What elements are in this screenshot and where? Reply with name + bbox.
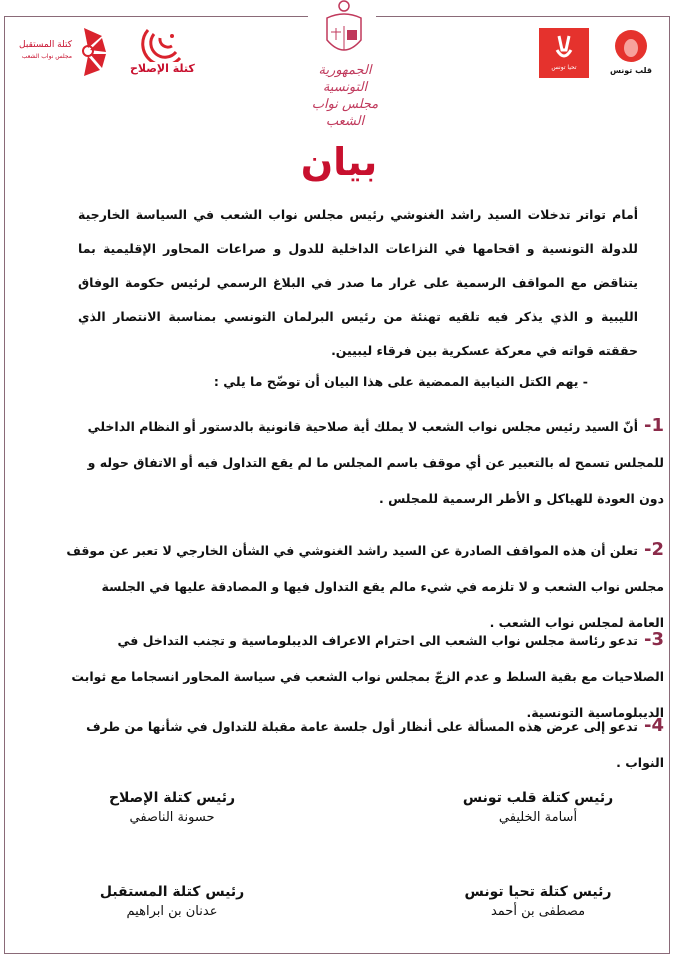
logo-tahya-name: تحيا تونس: [551, 64, 577, 71]
logo-islah-name: كتلة الإصلاح: [130, 62, 195, 75]
preamble-paragraph: أمام تواتر تدخلات السيد راشد الغنوشي رئيس مجلس نواب الشعب في السياسة الخارجية للدولة التونسية و اقحامها في النزاعات الداخلية للدول و صراعات المحاور الإقليمية بما يتناقض مع المواقف الرسمية على غرار ما صدر في البلاغ الرسمي لرئيس حكومة الوفاق الليبية و الذي يذكر فيه تلقيه تهنئة من رئيس البرلمان التونسي بمناسبة الانتصار الذي حققته قواته في معركة عسكرية بين فرقاء ليبيين.: [78, 207, 638, 358]
logo-mostakbal-name: كتلة المستقبل: [19, 40, 72, 50]
statement-item-4: [64, 708, 664, 781]
logo-qalb-name: قلب تونس: [609, 66, 653, 75]
item-number: 2-: [643, 539, 664, 560]
assembly-name: مجلس نواب الشعب: [311, 97, 379, 129]
item-text: أنّ السيد رئيس مجلس نواب الشعب لا يملك أية صلاحية قانونية بالدستور أو النظام الداخلي للمجلس تسمح له بالتعبير عن أي موقف باسم المجلس ما لم يقع التداول فيه أو الاتفاق حوله و دون العودة للهياكل و الأطر الرسمية للمجلس .: [87, 419, 664, 506]
signature-name: مصطفى بن أحمد: [490, 904, 586, 919]
signature-role: رئيس كتلة المستقبل: [99, 884, 245, 900]
lion-head-icon: [608, 28, 654, 66]
tunisia-emblem-icon: [317, 0, 371, 62]
sun-rays-icon: [26, 26, 106, 76]
signature-name: حسونة الناصفي: [129, 810, 215, 825]
signature-qalb-tounes: [438, 790, 638, 825]
header-title: [300, 62, 390, 130]
victory-hand-icon: [539, 32, 589, 68]
item-number: 4-: [643, 715, 664, 736]
coat-of-arms: [317, 0, 371, 62]
signature-role: رئيس كتلة تحيا تونس: [464, 884, 612, 900]
item-text: تدعو إلى عرض هذه المسألة على أنظار أول جلسة عامة مقبلة للتداول في شأنها من طرف النواب .: [86, 719, 664, 770]
republic-name: الجمهورية التونسية: [318, 63, 372, 95]
item-text: تدعو رئاسة مجلس نواب الشعب الى احترام الاعراف الديبلوماسية و تجنب التداخل في الصلاحيات مع بقية السلط و عدم الزجّ بمجلس نواب الشعب في سياسة المحاور انسجاما مع ثوابت الديبلوماسية التونسية.: [71, 633, 664, 720]
signature-islah: [72, 790, 272, 825]
intro-line: - يهم الكتل النيابية الممضية على هذا البيان أن توضّح ما يلي :: [213, 374, 588, 389]
signature-role: رئيس كتلة الإصلاح: [108, 790, 236, 806]
logo-qalb-tounes: [608, 28, 654, 80]
logo-mostakbal: [19, 26, 106, 76]
document-title: بيان: [300, 140, 378, 184]
logo-mostakbal-subtitle: مجلس نواب الشعب: [21, 53, 72, 60]
signature-role: رئيس كتلة قلب تونس: [462, 790, 614, 806]
item-number: 1-: [643, 415, 664, 436]
item-text: تعلن أن هذه المواقف الصادرة عن السيد راشد الغنوشي في الشأن الخارجي لا تعبر عن موقف مجلس نواب الشعب و لا تلزمه في شيء مالم يقع التداول فيها و المصادقة عليها في الجلسة العامة لمجلس نواب الشعب .: [66, 543, 664, 630]
logo-islah: [128, 28, 195, 78]
signature-name: أسامة الخليفي: [498, 810, 578, 825]
statement-item-1: [64, 408, 664, 517]
signature-mostakbal: [72, 884, 272, 919]
signature-tahya-tounes: [438, 884, 638, 919]
logo-tahya-tounes: [539, 28, 589, 78]
signature-name: عدنان بن ابراهيم: [126, 904, 218, 919]
arcs-icon: [128, 28, 188, 62]
item-number: 3-: [643, 629, 664, 650]
